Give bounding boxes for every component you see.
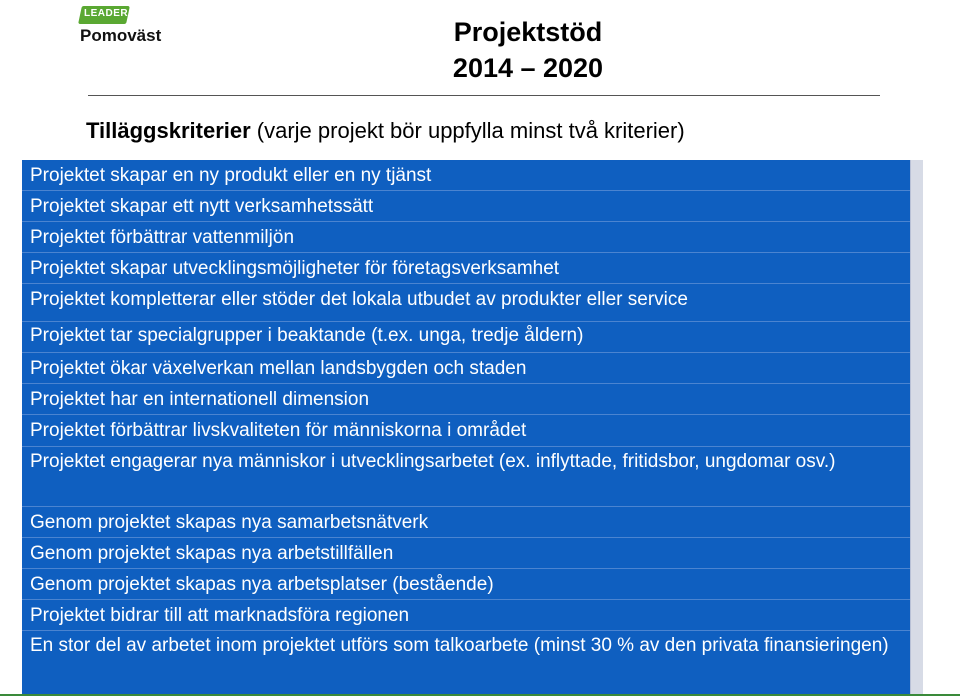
criterion-10: Projektet engagerar nya människor i utvecklingsarbetet (ex. inflyttade, fritidsbor, ungdomar osv.) [22,447,910,507]
criterion-5: Projektet kompletterar eller stöder det lokala utbudet av produkter eller service [22,284,910,322]
leader-pomovast-logo [78,4,188,46]
logo-badge-text: LEADER [84,8,129,19]
criterion-12: Genom projektet skapas nya arbetstillfällen [22,538,910,569]
section-heading-rest: (varje projekt bör uppfylla minst två kriterier) [250,118,685,143]
criterion-8: Projektet har en internationell dimension [22,384,910,415]
section-heading [86,118,685,144]
criterion-3: Projektet förbättrar vattenmiljön [22,222,910,253]
criterion-11: Genom projektet skapas nya samarbetsnätverk [22,507,910,538]
section-heading-bold: Tilläggskriterier [86,118,251,143]
criterion-6: Projektet tar specialgrupper i beaktande (t.ex. unga, tredje åldern) [22,322,910,353]
page-subtitle: 2014 – 2020 [452,53,604,83]
criterion-14: Projektet bidrar till att marknadsföra regionen [22,600,910,631]
logo-name: Pomoväst [80,26,162,45]
panel-edge-strip [910,160,923,694]
header-divider [88,95,880,96]
criterion-2: Projektet skapar ett nytt verksamhetssätt [22,191,910,222]
criteria-list [22,160,910,694]
criterion-9: Projektet förbättrar livskvaliteten för människorna i området [22,415,910,447]
criterion-7: Projektet ökar växelverkan mellan landsbygden och staden [22,353,910,384]
criterion-1: Projektet skapar en ny produkt eller en ny tjänst [22,160,910,191]
criterion-4: Projektet skapar utvecklingsmöjligheter för företagsverksamhet [22,253,910,284]
criterion-13: Genom projektet skapas nya arbetsplatser (bestående) [22,569,910,600]
page-title: Projektstöd [453,17,603,47]
criterion-15: En stor del av arbetet inom projektet utförs som talkoarbete (minst 30 % av den privata finansieringen) [30,635,889,656]
title-block [400,14,656,86]
